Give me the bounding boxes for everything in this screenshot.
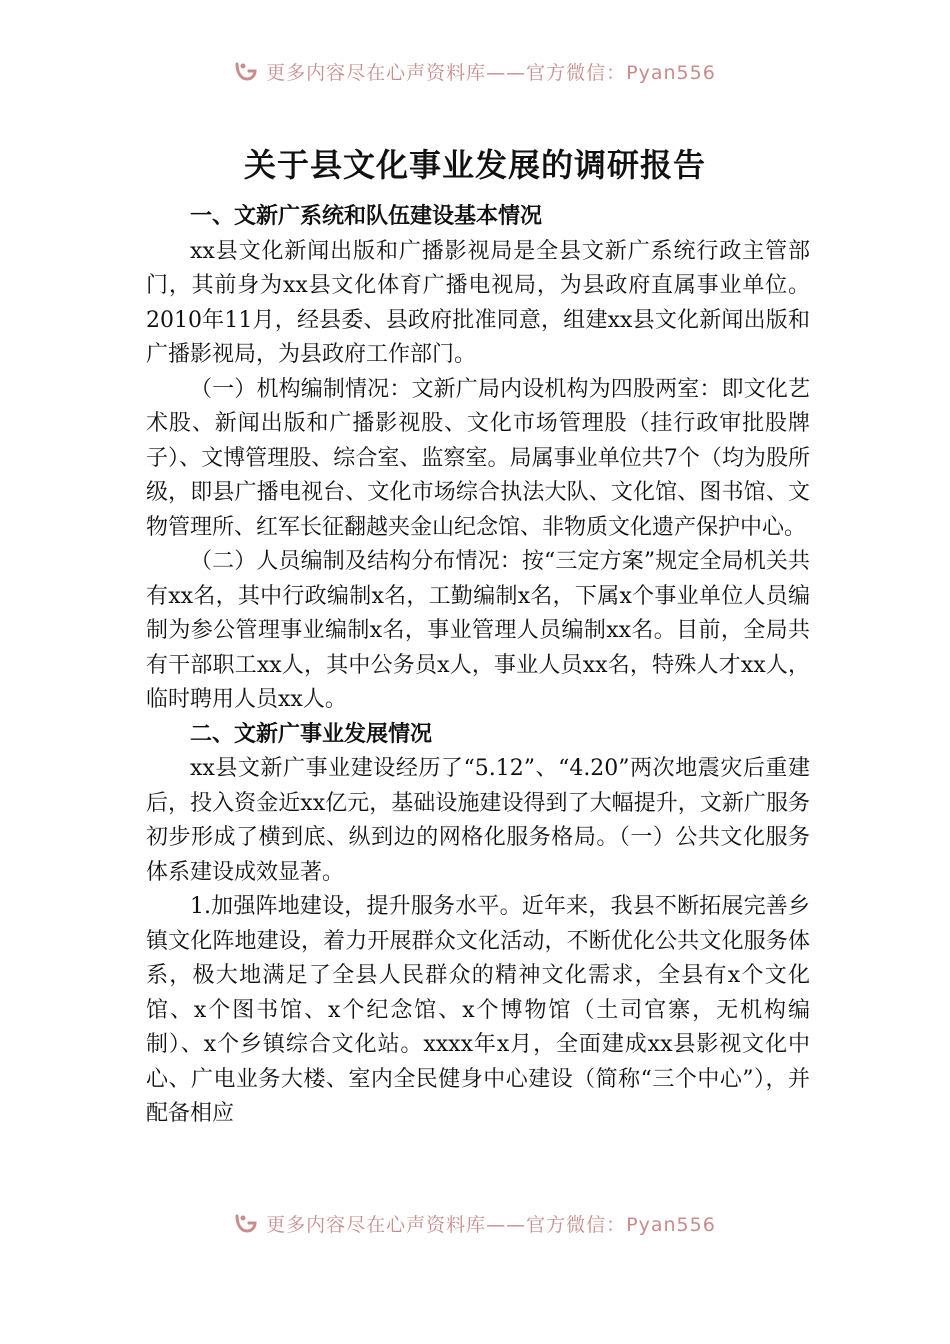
watermark-text: 更多内容尽在心声资料库——官方微信：Pyan556 [266,61,716,84]
paragraph: （一）机构编制情况：文新广局内设机构为四股两室：即文化艺术股、新闻出版和广播影视股、文化市场管理股（挂行政审批股牌子）、文博管理股、综合室、监察室。局属事业单位共7个（均为股所级，即县广播电视台、文化市场综合执法大队、文化馆、图书馆、文物管理所、红军长征翻越夹金山纪念馆、非物质文化遗产保护中心。 [146,376,810,540]
document-body [146,200,810,1132]
section-heading: 二、文新广事业发展情况 [190,721,433,747]
paragraph: （二）人员编制及结构分布情况：按“三定方案”规定全局机关共有xx名，其中行政编制x名，工勤编制x名，下属x个事业单位人员编制为参公管理事业编制x名，事业管理人员编制xx名。目前，全局共有干部职工xx人，其中公务员x人，事业人员xx名，特殊人才xx人，临时聘用人员xx人。 [146,549,810,712]
watermark-header [0,56,950,86]
section-heading: 一、文新广系统和队伍建设基本情况 [190,204,543,229]
brand-logo-icon [234,60,258,82]
paragraph: 1.加强阵地建设，提升服务水平。近年来，我县不断拓展完善乡镇文化阵地建设，着力开展群众文化活动，不断优化公共文化服务体系，极大地满足了全县人民群众的精神文化需求，全县有x个文化馆、x个图书馆、x个纪念馆、x个博物馆（土司官寨，无机构编制）、x个乡镇综合文化站。xxxx年x月，全面建成xx县影视文化中心、广电业务大楼、室内全民健身中心建设（简称“三个中心”），并配备相应 [146,894,810,1126]
paragraph: xx县文新广事业建设经历了“5.12”、“4.20”两次地震灾后重建后，投入资金近xx亿元，基础设施建设得到了大幅提升，文新广服务初步形成了横到底、纵到边的网格化服务格局。（一）公共文化服务体系建设成效显著。 [146,756,810,885]
page-title: 关于县文化事业发展的调研报告 [243,146,706,184]
brand-logo-icon [234,1212,258,1234]
watermark-text: 更多内容尽在心声资料库——官方微信：Pyan556 [266,1213,716,1236]
paragraph: xx县文化新闻出版和广播影视局是全县文新广系统行政主管部门，其前身为xx县文化体育广播电视局，为县政府直属事业单位。2010年11月，经县委、县政府批准同意，组建xx县文化新闻出版和广播影视局，为县政府工作部门。 [146,238,810,367]
watermark-footer [0,1208,950,1238]
